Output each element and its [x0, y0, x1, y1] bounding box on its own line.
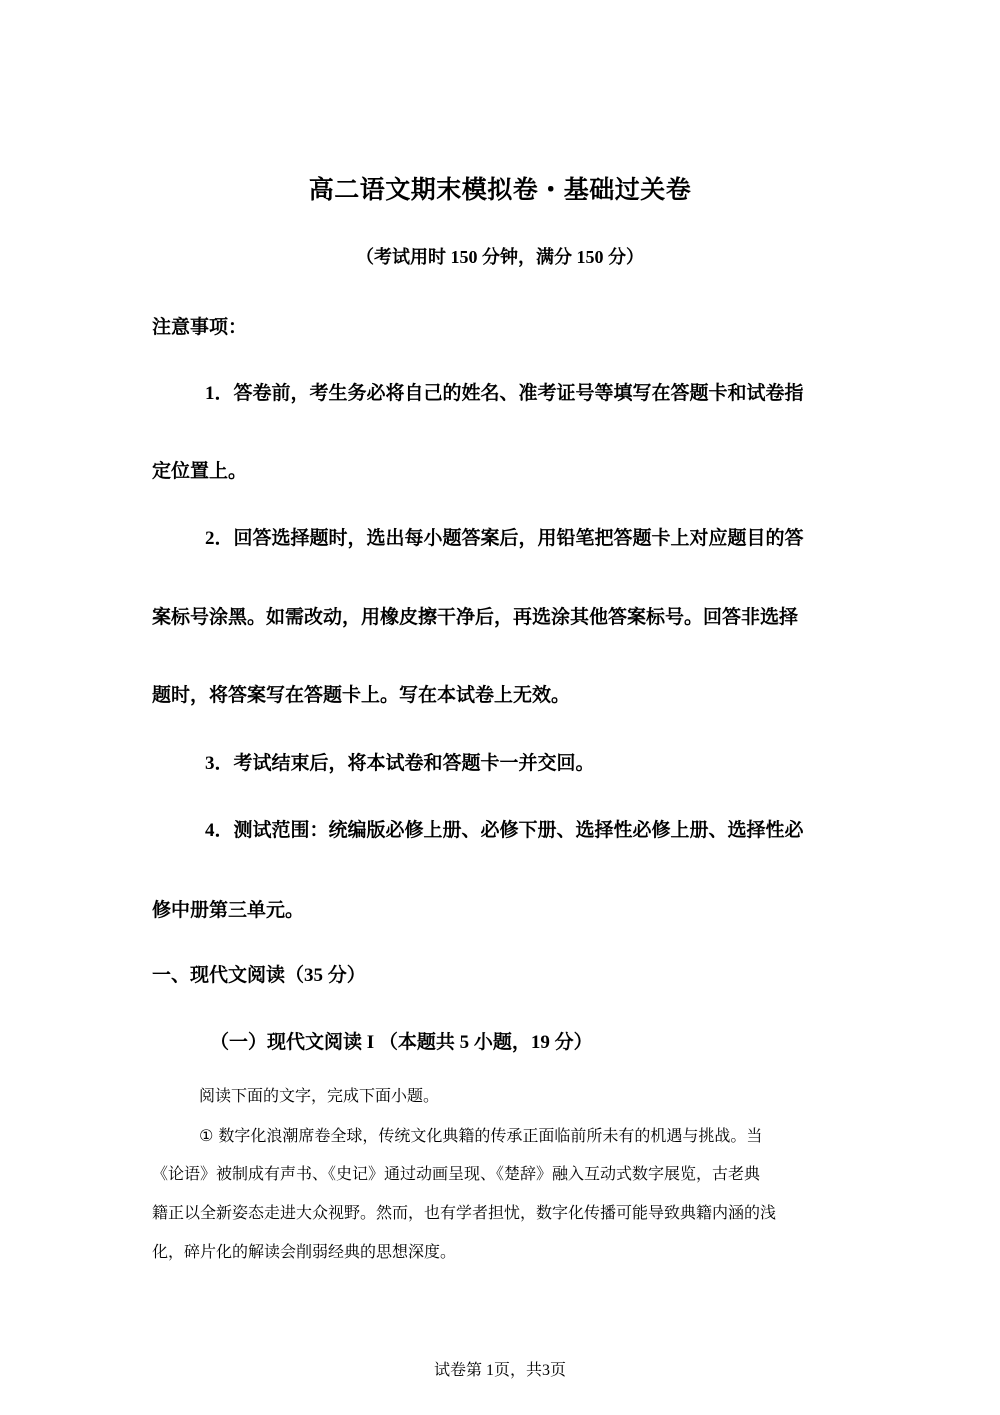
reading-paragraph-1-line-3: 籍正以全新姿态走进大众视野。然而，也有学者担忧，数字化传播可能导致典籍内涵的浅	[152, 1203, 777, 1222]
notice-2-line-1: 2．回答选择题时，选出每小题答案后，用铅笔把答题卡上对应题目的答	[205, 528, 804, 549]
reading-paragraph-1-line-4: 化，碎片化的解读会削弱经典的思想深度。	[152, 1242, 457, 1261]
notice-3-line-1: 3．考试结束后，将本试卷和答题卡一并交回。	[205, 753, 595, 774]
notice-1-line-1: 1．答卷前，考生务必将自己的姓名、准考证号等填写在答题卡和试卷指	[205, 383, 804, 404]
exam-title: 高二语文期末模拟卷・基础过关卷	[308, 177, 692, 204]
notice-1-line-2: 定位置上。	[152, 461, 248, 482]
notice-4-line-1: 4．测试范围：统编版必修上册、必修下册、选择性必修上册、选择性必	[205, 820, 804, 841]
notice-2-line-2: 案标号涂黑。如需改动，用橡皮擦干净后，再选涂其他答案标号。回答非选择	[152, 607, 799, 628]
page-footer: 试卷第 1页，共3页	[433, 1362, 566, 1379]
notice-heading: 注意事项：	[152, 317, 248, 338]
reading-paragraph-1-line-2: 《论语》被制成有声书、《史记》通过动画呈现、《楚辞》融入互动式数字展览，古老典	[152, 1164, 761, 1183]
subsection-1-heading: （一）现代文阅读 I （本题共 5 小题，19 分）	[210, 1032, 593, 1053]
section-1-heading: 一、现代文阅读（35 分）	[152, 965, 366, 986]
reading-paragraph-1-line-1: ① 数字化浪潮席卷全球，传统文化典籍的传承正面临前所未有的机遇与挑战。当	[199, 1126, 763, 1145]
notice-4-line-2: 修中册第三单元。	[152, 900, 305, 921]
notice-2-line-3: 题时，将答案写在答题卡上。写在本试卷上无效。	[152, 685, 571, 706]
reading-instruction: 阅读下面的文字，完成下面小题。	[199, 1086, 440, 1105]
exam-subtitle: （考试用时 150 分钟，满分 150 分）	[356, 247, 644, 267]
